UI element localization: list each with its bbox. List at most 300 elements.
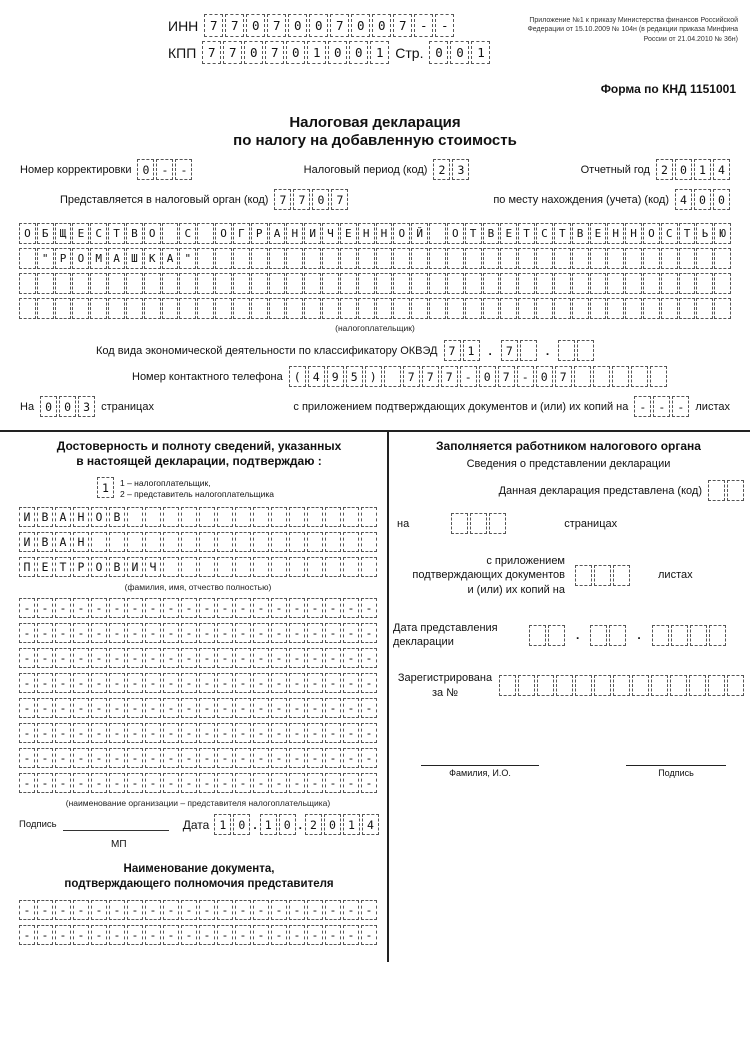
authority-document-row-cell[interactable]: - [235, 925, 251, 945]
surname-field-cell[interactable]: В [37, 507, 53, 527]
patronymic-field-cell[interactable] [253, 557, 269, 577]
taxpayer-name-row-3-cell[interactable] [55, 273, 72, 294]
representative-org-row-cell[interactable]: - [307, 773, 323, 793]
representative-org-row-cell[interactable]: - [361, 623, 377, 643]
surname-field-cell[interactable] [127, 507, 143, 527]
representative-org-row-cell[interactable]: - [217, 773, 233, 793]
tax-authority-field-cell[interactable]: 7 [293, 189, 310, 210]
registration-number-field-cell[interactable] [670, 675, 687, 696]
representative-org-row-cell[interactable]: - [271, 698, 287, 718]
representative-org-row-cell[interactable]: - [361, 773, 377, 793]
official-date-month-field-cell[interactable] [609, 625, 626, 646]
taxpayer-name-row-4-cell[interactable] [304, 298, 321, 319]
representative-org-row-cell[interactable]: - [91, 723, 107, 743]
representative-org-row-cell[interactable]: - [343, 698, 359, 718]
authority-document-row-cell[interactable]: - [289, 900, 305, 920]
representative-org-row-cell[interactable]: - [37, 698, 53, 718]
representative-org-row-cell[interactable]: - [109, 598, 125, 618]
patronymic-field-cell[interactable] [271, 557, 287, 577]
taxpayer-name-row-4-cell[interactable] [376, 298, 393, 319]
authority-document-row-cell[interactable]: - [163, 925, 179, 945]
registration-number-field-cell[interactable] [537, 675, 554, 696]
representative-org-row-cell[interactable]: - [109, 698, 125, 718]
authority-document-row-cell[interactable]: - [217, 925, 233, 945]
representative-org-row-cell[interactable]: - [217, 673, 233, 693]
taxpayer-name-row-1-cell[interactable]: Н [376, 223, 393, 244]
taxpayer-name-row-2-cell[interactable] [483, 248, 500, 269]
registration-number-field-cell[interactable] [499, 675, 516, 696]
surname-field[interactable] [19, 507, 377, 527]
official-pages-field-cell[interactable] [489, 513, 506, 534]
taxpayer-name-row-2-cell[interactable] [714, 248, 731, 269]
representative-org-row-cell[interactable]: - [361, 673, 377, 693]
patronymic-field-cell[interactable]: Р [73, 557, 89, 577]
okved-field-2[interactable] [501, 340, 537, 361]
correction-field-cell[interactable]: - [156, 159, 173, 180]
representative-org-row-cell[interactable]: - [91, 773, 107, 793]
taxpayer-name-row-4-cell[interactable] [590, 298, 607, 319]
firstname-field-cell[interactable] [199, 532, 215, 552]
authority-document-row-cell[interactable]: - [289, 925, 305, 945]
taxpayer-name-row-1-cell[interactable]: Т [108, 223, 125, 244]
patronymic-field-cell[interactable]: О [91, 557, 107, 577]
representative-org-row-cell[interactable]: - [109, 648, 125, 668]
patronymic-field-cell[interactable] [199, 557, 215, 577]
taxpayer-name-row-4[interactable] [19, 298, 731, 319]
taxpayer-name-row-3[interactable] [19, 273, 731, 294]
taxpayer-name-row-2-cell[interactable] [286, 248, 303, 269]
representative-org-row-cell[interactable]: - [361, 598, 377, 618]
taxpayer-name-row-3-cell[interactable] [572, 273, 589, 294]
taxpayer-name-row-2-cell[interactable]: " [179, 248, 196, 269]
taxpayer-name-row-2-cell[interactable] [358, 248, 375, 269]
representative-org-row-cell[interactable]: - [37, 598, 53, 618]
pages-count-field-cell[interactable]: 0 [59, 396, 76, 417]
inn-field-cell[interactable]: 7 [393, 14, 412, 37]
taxpayer-name-row-4-cell[interactable] [37, 298, 54, 319]
taxpayer-name-row-4-cell[interactable] [215, 298, 232, 319]
representative-org-row-cell[interactable]: - [145, 748, 161, 768]
representative-org-row[interactable] [19, 673, 377, 693]
representative-org-row-cell[interactable]: - [217, 623, 233, 643]
surname-field-cell[interactable]: А [55, 507, 71, 527]
correction-field[interactable] [137, 159, 192, 180]
date-year-field-cell[interactable]: 1 [343, 814, 360, 835]
tax-period-field[interactable] [433, 159, 469, 180]
taxpayer-name-row-2-cell[interactable] [554, 248, 571, 269]
taxpayer-name-row-3-cell[interactable] [233, 273, 250, 294]
patronymic-field-cell[interactable] [235, 557, 251, 577]
kpp-field-cell[interactable]: 0 [349, 41, 368, 64]
taxpayer-name-row-1-cell[interactable]: В [483, 223, 500, 244]
taxpayer-name-row-1-cell[interactable]: Г [233, 223, 250, 244]
taxpayer-name-row-3-cell[interactable] [465, 273, 482, 294]
taxpayer-name-row-1-cell[interactable] [162, 223, 179, 244]
representative-org-row-cell[interactable]: - [73, 748, 89, 768]
taxpayer-name-row-2-cell[interactable] [215, 248, 232, 269]
taxpayer-name-row-3-cell[interactable] [269, 273, 286, 294]
authority-document-row-cell[interactable]: - [145, 925, 161, 945]
taxpayer-name-row-2-cell[interactable] [304, 248, 321, 269]
surname-field-cell[interactable] [145, 507, 161, 527]
representative-org-row-cell[interactable]: - [19, 748, 35, 768]
authority-document-row-cell[interactable]: - [271, 900, 287, 920]
tax-authority-field-cell[interactable]: 0 [312, 189, 329, 210]
surname-field-cell[interactable] [217, 507, 233, 527]
attachments-count-field-cell[interactable]: - [634, 396, 651, 417]
taxpayer-name-row-2-cell[interactable]: А [108, 248, 125, 269]
taxpayer-name-row-3-cell[interactable] [643, 273, 660, 294]
representative-org-row-cell[interactable]: - [199, 748, 215, 768]
representative-org-row-cell[interactable]: - [73, 723, 89, 743]
okved-field-3-cell[interactable] [558, 340, 575, 361]
taxpayer-name-row-3-cell[interactable] [108, 273, 125, 294]
taxpayer-name-row-1-cell[interactable]: О [643, 223, 660, 244]
patronymic-field-cell[interactable]: В [109, 557, 125, 577]
authority-document-row-cell[interactable]: - [91, 925, 107, 945]
taxpayer-name-row-1[interactable] [19, 223, 731, 244]
taxpayer-name-row-2-cell[interactable] [572, 248, 589, 269]
authority-document-row-cell[interactable]: - [343, 900, 359, 920]
representative-org-row-cell[interactable]: - [307, 723, 323, 743]
kpp-field-cell[interactable]: 0 [244, 41, 263, 64]
representative-org-row-cell[interactable]: - [127, 773, 143, 793]
representative-org-row-cell[interactable]: - [253, 698, 269, 718]
inn-field[interactable] [204, 14, 454, 37]
representative-org-row[interactable] [19, 598, 377, 618]
representative-org-row-cell[interactable]: - [271, 723, 287, 743]
taxpayer-name-row-1-cell[interactable]: С [179, 223, 196, 244]
patronymic-field-cell[interactable] [217, 557, 233, 577]
representative-org-row-cell[interactable]: - [55, 723, 71, 743]
surname-field-cell[interactable]: И [19, 507, 35, 527]
taxpayer-name-row-4-cell[interactable] [429, 298, 446, 319]
representative-org-row-cell[interactable]: - [181, 773, 197, 793]
taxpayer-name-row-1-cell[interactable]: Т [679, 223, 696, 244]
submitted-code-field-cell[interactable] [708, 480, 725, 501]
inn-field-cell[interactable]: 0 [372, 14, 391, 37]
representative-org-row-cell[interactable]: - [55, 698, 71, 718]
representative-org-row-cell[interactable]: - [91, 623, 107, 643]
representative-org-row-cell[interactable]: - [181, 698, 197, 718]
date-day-field-cell[interactable]: 1 [214, 814, 231, 835]
representative-org-row-cell[interactable]: - [343, 748, 359, 768]
taxpayer-name-row-1-cell[interactable]: В [126, 223, 143, 244]
taxpayer-name-row-1-cell[interactable]: С [90, 223, 107, 244]
taxpayer-name-row-1-cell[interactable]: О [393, 223, 410, 244]
authority-document-row-cell[interactable]: - [325, 900, 341, 920]
taxpayer-name-row-1-cell[interactable]: С [536, 223, 553, 244]
taxpayer-name-row-2-cell[interactable] [447, 248, 464, 269]
page-number-field[interactable] [429, 41, 490, 64]
representative-org-row-cell[interactable]: - [217, 698, 233, 718]
authority-document-row[interactable] [19, 900, 377, 920]
representative-org-row-cell[interactable]: - [271, 673, 287, 693]
firstname-field-cell[interactable] [325, 532, 341, 552]
attachments-count-field-cell[interactable]: - [672, 396, 689, 417]
page-number-field-cell[interactable]: 0 [450, 41, 469, 64]
authority-document-row-cell[interactable]: - [199, 925, 215, 945]
official-sign-line[interactable] [626, 752, 726, 766]
registration-number-field-cell[interactable] [518, 675, 535, 696]
phone-field-cell[interactable]: 9 [327, 366, 344, 387]
taxpayer-name-row-1-cell[interactable]: Е [340, 223, 357, 244]
official-pages-field[interactable] [451, 513, 506, 534]
representative-org-row-cell[interactable]: - [145, 773, 161, 793]
firstname-field-cell[interactable] [343, 532, 359, 552]
taxpayer-name-row-2-cell[interactable]: Р [55, 248, 72, 269]
taxpayer-name-row-1-cell[interactable] [429, 223, 446, 244]
representative-org-row-cell[interactable]: - [199, 698, 215, 718]
taxpayer-name-row-2-cell[interactable] [197, 248, 214, 269]
taxpayer-name-row-3-cell[interactable] [179, 273, 196, 294]
firstname-field-cell[interactable] [289, 532, 305, 552]
signer-type-field-cell[interactable]: 1 [97, 477, 114, 498]
representative-org-row-cell[interactable]: - [289, 598, 305, 618]
taxpayer-name-row-2-cell[interactable]: " [37, 248, 54, 269]
representative-org-row-cell[interactable]: - [127, 698, 143, 718]
authority-document-row-cell[interactable]: - [55, 925, 71, 945]
authority-document-row[interactable] [19, 925, 377, 945]
representative-org-row-cell[interactable]: - [217, 648, 233, 668]
registration-number-field-cell[interactable] [651, 675, 668, 696]
representative-org-row-cell[interactable]: - [307, 698, 323, 718]
phone-field-cell[interactable] [631, 366, 648, 387]
phone-field-cell[interactable]: - [460, 366, 477, 387]
authority-document-row-cell[interactable]: - [181, 900, 197, 920]
taxpayer-name-row-3-cell[interactable] [714, 273, 731, 294]
patronymic-field-cell[interactable] [181, 557, 197, 577]
taxpayer-name-row-4-cell[interactable] [179, 298, 196, 319]
representative-org-row-cell[interactable]: - [307, 648, 323, 668]
taxpayer-name-row-4-cell[interactable] [108, 298, 125, 319]
taxpayer-name-row-2-cell[interactable]: О [72, 248, 89, 269]
representative-org-row-cell[interactable]: - [343, 773, 359, 793]
representative-org-row-cell[interactable]: - [55, 598, 71, 618]
representative-org-row-cell[interactable]: - [343, 723, 359, 743]
okved-field-3[interactable] [558, 340, 594, 361]
taxpayer-name-row-4-cell[interactable] [197, 298, 214, 319]
location-code-field[interactable] [675, 189, 730, 210]
kpp-field-cell[interactable]: 7 [265, 41, 284, 64]
authority-document-row-cell[interactable]: - [325, 925, 341, 945]
inn-field-cell[interactable]: 7 [225, 14, 244, 37]
representative-org-row-cell[interactable]: - [325, 773, 341, 793]
taxpayer-name-row-3-cell[interactable] [590, 273, 607, 294]
location-code-field-cell[interactable]: 4 [675, 189, 692, 210]
representative-org-row-cell[interactable]: - [271, 773, 287, 793]
representative-org-row-cell[interactable]: - [343, 648, 359, 668]
phone-field[interactable] [289, 366, 667, 387]
taxpayer-name-row-1-cell[interactable]: Ю [714, 223, 731, 244]
representative-org-row-cell[interactable]: - [55, 648, 71, 668]
official-date-year-field[interactable] [652, 625, 726, 646]
report-year-field[interactable] [656, 159, 730, 180]
attachments-count-field[interactable] [634, 396, 689, 417]
inn-field-cell[interactable]: 0 [246, 14, 265, 37]
taxpayer-name-row-4-cell[interactable] [251, 298, 268, 319]
taxpayer-name-row-4-cell[interactable] [607, 298, 624, 319]
representative-org-row-cell[interactable]: - [199, 623, 215, 643]
correction-field-cell[interactable]: 0 [137, 159, 154, 180]
taxpayer-name-row-2-cell[interactable] [643, 248, 660, 269]
firstname-field-cell[interactable] [109, 532, 125, 552]
representative-org-row-cell[interactable]: - [91, 698, 107, 718]
taxpayer-name-row-1-cell[interactable]: Н [358, 223, 375, 244]
official-attachments-field-cell[interactable] [613, 565, 630, 586]
representative-org-row-cell[interactable]: - [271, 623, 287, 643]
inn-field-cell[interactable]: - [435, 14, 454, 37]
location-code-field-cell[interactable]: 0 [694, 189, 711, 210]
taxpayer-name-row-4-cell[interactable] [144, 298, 161, 319]
pages-count-field[interactable] [40, 396, 95, 417]
taxpayer-name-row-2-cell[interactable] [233, 248, 250, 269]
taxpayer-name-row-4-cell[interactable] [572, 298, 589, 319]
representative-org-row-cell[interactable]: - [19, 598, 35, 618]
representative-org-row-cell[interactable]: - [361, 748, 377, 768]
firstname-field-cell[interactable]: В [37, 532, 53, 552]
representative-org-row-cell[interactable]: - [253, 648, 269, 668]
surname-field-cell[interactable] [199, 507, 215, 527]
representative-org-row-cell[interactable]: - [55, 673, 71, 693]
taxpayer-name-row-3-cell[interactable] [215, 273, 232, 294]
taxpayer-name-row-1-cell[interactable]: О [19, 223, 36, 244]
date-year-field[interactable] [305, 814, 379, 835]
representative-org-row-cell[interactable]: - [325, 673, 341, 693]
report-year-field-cell[interactable]: 1 [694, 159, 711, 180]
representative-org-row-cell[interactable]: - [19, 773, 35, 793]
representative-org-row-cell[interactable]: - [163, 698, 179, 718]
taxpayer-name-row-3-cell[interactable] [483, 273, 500, 294]
phone-field-cell[interactable]: - [517, 366, 534, 387]
tax-authority-field[interactable] [274, 189, 348, 210]
representative-org-row-cell[interactable]: - [253, 598, 269, 618]
taxpayer-name-row-3-cell[interactable] [536, 273, 553, 294]
taxpayer-name-row-3-cell[interactable] [286, 273, 303, 294]
firstname-field-cell[interactable] [361, 532, 377, 552]
taxpayer-name-row-3-cell[interactable] [607, 273, 624, 294]
authority-document-row-cell[interactable]: - [73, 925, 89, 945]
inn-field-cell[interactable]: 0 [309, 14, 328, 37]
taxpayer-name-row-2-cell[interactable] [411, 248, 428, 269]
representative-org-row-cell[interactable]: - [361, 648, 377, 668]
representative-org-row-cell[interactable]: - [127, 723, 143, 743]
taxpayer-name-row-1-cell[interactable]: О [447, 223, 464, 244]
representative-org-row-cell[interactable]: - [145, 648, 161, 668]
representative-org-row-cell[interactable]: - [181, 648, 197, 668]
authority-document-row-cell[interactable]: - [271, 925, 287, 945]
kpp-field[interactable] [202, 41, 389, 64]
taxpayer-name-row-4-cell[interactable] [679, 298, 696, 319]
representative-org-row-cell[interactable]: - [73, 648, 89, 668]
representative-org-row-cell[interactable]: - [361, 698, 377, 718]
page-number-field-cell[interactable]: 1 [471, 41, 490, 64]
official-date-month-field[interactable] [590, 625, 626, 646]
representative-org-row-cell[interactable]: - [325, 623, 341, 643]
patronymic-field-cell[interactable]: Е [37, 557, 53, 577]
representative-org-row-cell[interactable]: - [127, 598, 143, 618]
official-pages-field-cell[interactable] [470, 513, 487, 534]
taxpayer-name-row-4-cell[interactable] [393, 298, 410, 319]
firstname-field-cell[interactable] [253, 532, 269, 552]
representative-org-row-cell[interactable]: - [307, 748, 323, 768]
representative-org-row-cell[interactable]: - [163, 648, 179, 668]
registration-number-field-cell[interactable] [689, 675, 706, 696]
tax-period-field-cell[interactable]: 2 [433, 159, 450, 180]
taxpayer-name-row-1-cell[interactable]: Т [465, 223, 482, 244]
authority-document-row-cell[interactable]: - [37, 925, 53, 945]
authority-document-row-cell[interactable]: - [361, 925, 377, 945]
taxpayer-name-row-1-cell[interactable] [197, 223, 214, 244]
representative-org-row-cell[interactable]: - [55, 748, 71, 768]
surname-field-cell[interactable] [181, 507, 197, 527]
representative-org-row-cell[interactable]: - [253, 623, 269, 643]
representative-org-row-cell[interactable]: - [235, 598, 251, 618]
representative-org-row-cell[interactable]: - [343, 673, 359, 693]
taxpayer-name-row-1-cell[interactable]: Е [500, 223, 517, 244]
authority-document-row-cell[interactable]: - [181, 925, 197, 945]
representative-org-row-cell[interactable]: - [163, 673, 179, 693]
representative-org-row-cell[interactable]: - [235, 698, 251, 718]
taxpayer-name-row-4-cell[interactable] [554, 298, 571, 319]
authority-document-row-cell[interactable]: - [37, 900, 53, 920]
taxpayer-name-row-4-cell[interactable] [625, 298, 642, 319]
representative-org-row-cell[interactable]: - [91, 673, 107, 693]
official-pages-field-cell[interactable] [451, 513, 468, 534]
patronymic-field-cell[interactable]: И [127, 557, 143, 577]
taxpayer-name-row-3-cell[interactable] [340, 273, 357, 294]
inn-field-cell[interactable]: 7 [330, 14, 349, 37]
report-year-field-cell[interactable]: 0 [675, 159, 692, 180]
firstname-field-cell[interactable] [127, 532, 143, 552]
representative-org-row-cell[interactable]: - [307, 623, 323, 643]
representative-org-row-cell[interactable]: - [19, 648, 35, 668]
representative-org-row-cell[interactable]: - [19, 723, 35, 743]
representative-org-row-cell[interactable]: - [289, 673, 305, 693]
representative-org-row-cell[interactable]: - [91, 648, 107, 668]
taxpayer-name-row-1-cell[interactable]: Е [590, 223, 607, 244]
taxpayer-name-row-3-cell[interactable] [429, 273, 446, 294]
authority-document-row-cell[interactable]: - [109, 925, 125, 945]
taxpayer-name-row-4-cell[interactable] [19, 298, 36, 319]
authority-document-row-cell[interactable]: - [307, 900, 323, 920]
taxpayer-name-row-3-cell[interactable] [393, 273, 410, 294]
representative-org-row-cell[interactable]: - [109, 623, 125, 643]
representative-org-row-cell[interactable]: - [127, 648, 143, 668]
taxpayer-name-row-2-cell[interactable] [625, 248, 642, 269]
official-date-year-field-cell[interactable] [690, 625, 707, 646]
surname-field-cell[interactable]: В [109, 507, 125, 527]
representative-org-row-cell[interactable]: - [37, 623, 53, 643]
taxpayer-name-row-4-cell[interactable] [322, 298, 339, 319]
representative-org-row-cell[interactable]: - [109, 673, 125, 693]
taxpayer-name-row-2[interactable] [19, 248, 731, 269]
representative-org-row-cell[interactable]: - [73, 773, 89, 793]
representative-org-row-cell[interactable]: - [289, 773, 305, 793]
representative-org-row-cell[interactable]: - [181, 748, 197, 768]
authority-document-row-cell[interactable]: - [109, 900, 125, 920]
representative-org-row-cell[interactable]: - [307, 673, 323, 693]
representative-org-row-cell[interactable]: - [109, 748, 125, 768]
taxpayer-name-row-3-cell[interactable] [37, 273, 54, 294]
representative-org-row-cell[interactable]: - [289, 623, 305, 643]
kpp-field-cell[interactable]: 7 [223, 41, 242, 64]
taxpayer-name-row-2-cell[interactable] [269, 248, 286, 269]
submitted-code-field-cell[interactable] [727, 480, 744, 501]
representative-org-row[interactable] [19, 773, 377, 793]
registration-number-field-cell[interactable] [613, 675, 630, 696]
taxpayer-name-row-1-cell[interactable]: Ь [696, 223, 713, 244]
